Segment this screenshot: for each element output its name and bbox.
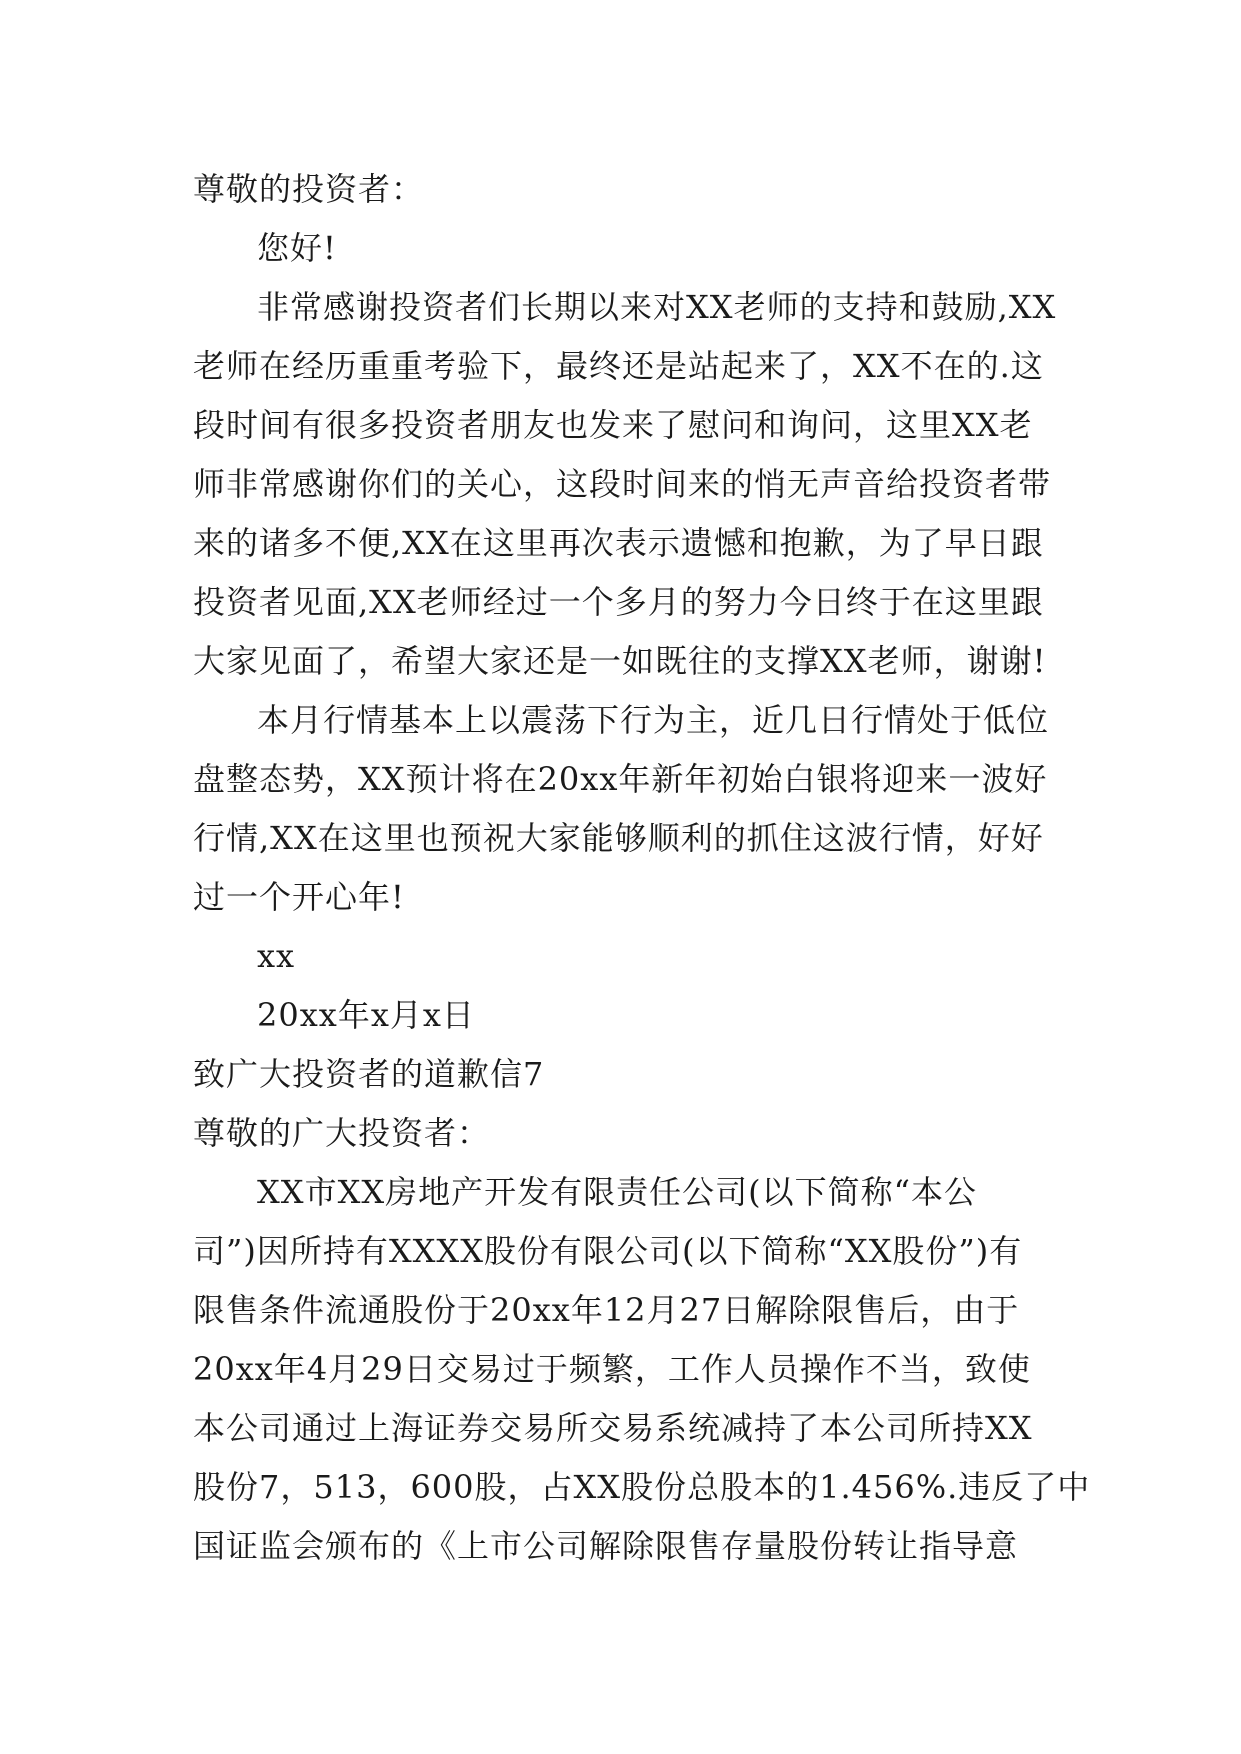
paragraph-line: 20xx年4月29日交易过于频繁，工作人员操作不当，致使 <box>193 1350 1031 1388</box>
paragraph-line: 投资者见面,XX老师经过一个多月的努力今日终于在这里跟 <box>193 583 1044 621</box>
signature: xx <box>257 937 296 975</box>
paragraph-line: 盘整态势，XX预计将在20xx年新年初始白银将迎来一波好 <box>193 760 1048 798</box>
salutation: 尊敬的投资者： <box>193 170 425 208</box>
paragraph-line: 老师在经历重重考验下，最终还是站起来了，XX不在的.这 <box>193 347 1044 385</box>
section-title: 致广大投资者的道歉信7 <box>193 1055 545 1093</box>
salutation: 尊敬的广大投资者： <box>193 1114 491 1152</box>
paragraph-line: 师非常感谢你们的关心，这段时间来的悄无声音给投资者带 <box>193 465 1052 503</box>
paragraph-line: 股份7，513，600股，占XX股份总股本的1.456%.违反了中 <box>193 1468 1091 1506</box>
paragraph-line: 本公司通过上海证券交易所交易系统减持了本公司所持XX <box>193 1409 1033 1447</box>
paragraph-line: 非常感谢投资者们长期以来对XX老师的支持和鼓励,XX <box>257 288 1057 326</box>
paragraph-line: XX市XX房地产开发有限责任公司(以下简称“本公 <box>257 1173 977 1211</box>
paragraph-line: 过一个开心年! <box>193 878 405 916</box>
paragraph-line: 来的诸多不便,XX在这里再次表示遗憾和抱歉，为了早日跟 <box>193 524 1044 562</box>
paragraph-line: 行情,XX在这里也预祝大家能够顺利的抓住这波行情，好好 <box>193 819 1044 857</box>
paragraph-line: 本月行情基本上以震荡下行为主，近几日行情处于低位 <box>257 701 1050 739</box>
letter-date: 20xx年x月x日 <box>257 996 475 1034</box>
paragraph-line: 段时间有很多投资者朋友也发来了慰问和询问，这里XX老 <box>193 406 1033 444</box>
paragraph-line: 限售条件流通股份于20xx年12月27日解除限售后，由于 <box>193 1291 1020 1329</box>
paragraph-line: 大家见面了，希望大家还是一如既往的支撑XX老师，谢谢! <box>193 642 1047 680</box>
document-page <box>193 160 1091 1576</box>
greeting: 您好! <box>257 229 337 267</box>
paragraph-line: 司”)因所持有XXXX股份有限公司(以下简称“XX股份”)有 <box>193 1232 1023 1270</box>
paragraph-line: 国证监会颁布的《上市公司解除限售存量股份转让指导意 <box>193 1527 1019 1565</box>
